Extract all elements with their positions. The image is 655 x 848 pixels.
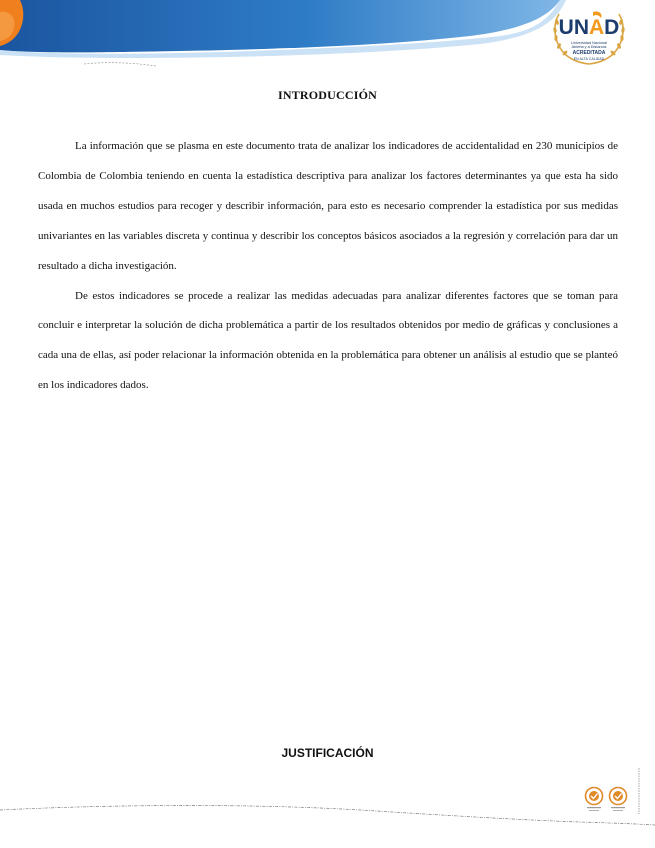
- logo-accreditation: ACREDITADA: [572, 50, 606, 56]
- logo-wordmark: [549, 16, 629, 40]
- certification-seal-icon: [584, 786, 604, 814]
- side-note-marks: [636, 768, 642, 814]
- justification-title: JUSTIFICACIÓN: [281, 746, 374, 760]
- logo-word-left: UN: [558, 16, 589, 39]
- logo-word-accent: A: [589, 16, 605, 39]
- intro-title: INTRODUCCIÓN: [277, 88, 378, 102]
- intro-paragraph-2: De estos indicadores se procede a realizar las medidas adecuadas para analizar diferentes factores que se toman para concluir e interpretar la solución de dicha problemática a partir de los resultados obtenidos por medio de gráficas y conclusiones a cada una de ellas, así poder relacionar la información obtenida en la problemática para obtener un análisis al estudio que se planteó en los indicadores dados.: [38, 289, 618, 392]
- intro-paragraph-1: La información que se plasma en este documento trata de analizar los indicadores de accidentalidad en 230 municipios de Colombia de Colombia teniendo en cuenta la estadística descriptiva para analizar los factores determinantes ya que esta ha sido usada en muchos estudios para recoger y describir información, para esto es necesario comprender la estadística por sus medidas univariantes en las variables discreta y continua y describir los conceptos básicos asociados a la regresión y correlación para dar un resultado a dicha investigación.: [38, 140, 618, 272]
- logo-subtitle-line2: Abierta y a Distancia: [571, 45, 607, 50]
- logo-subtitle-line1: Universidad Nacional: [571, 41, 607, 45]
- logo-accreditation-sub: EN ALTA CALIDAD: [573, 57, 605, 61]
- logo-word-right: D: [604, 16, 620, 39]
- certification-seal-icon: [608, 786, 628, 814]
- logo-subtitle: [549, 41, 629, 50]
- intro-body: [38, 132, 618, 401]
- unad-logo: [549, 8, 629, 66]
- footer-divider: [0, 798, 655, 834]
